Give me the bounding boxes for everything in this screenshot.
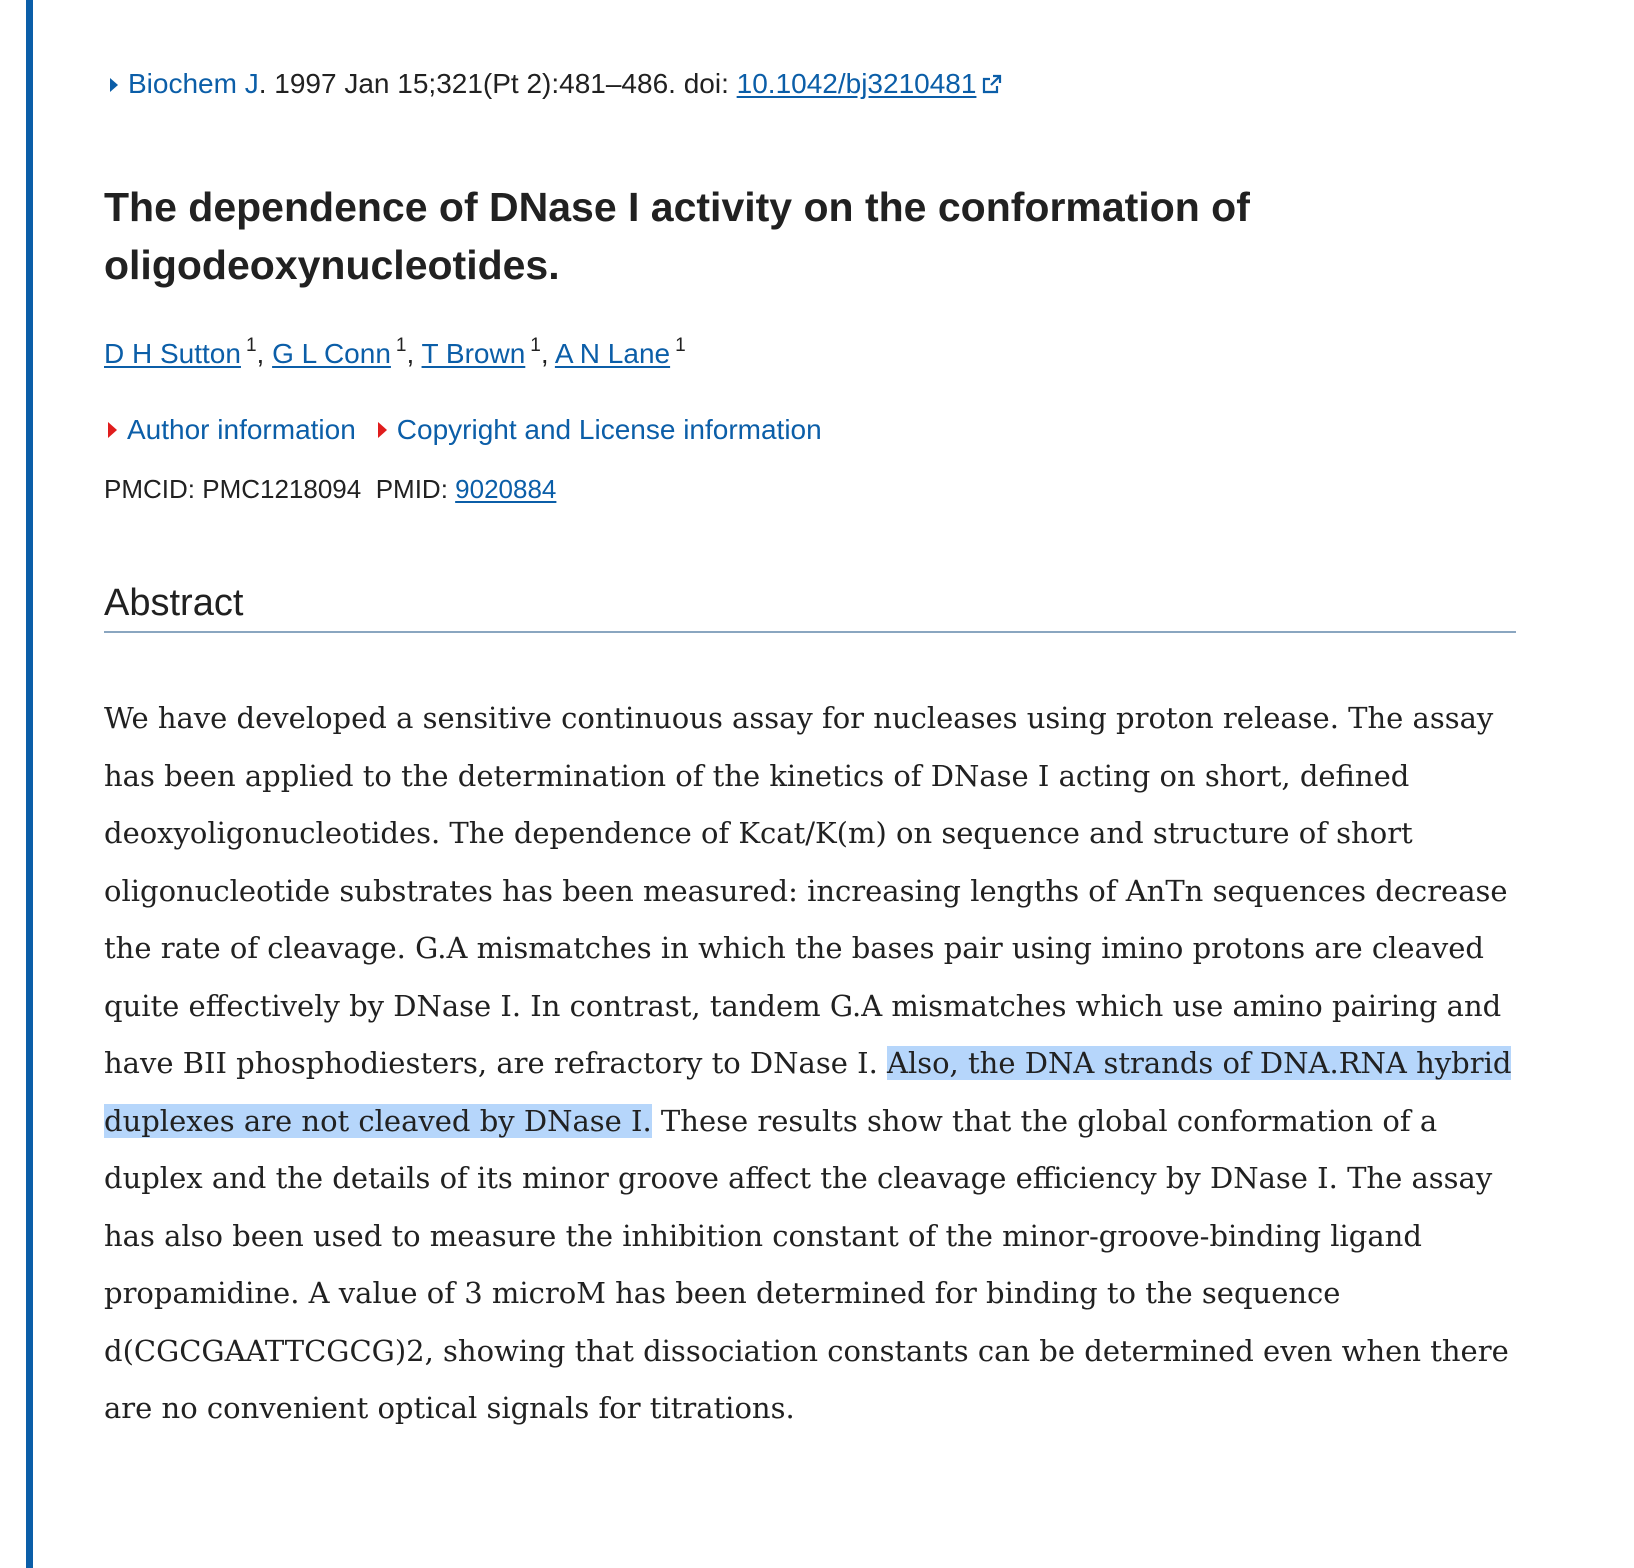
affiliation-marker[interactable]: 1 bbox=[245, 335, 257, 356]
article-title: The dependence of DNase I activity on the conformation of oligodeoxynucleotides. bbox=[104, 184, 1250, 288]
copyright-license-toggle[interactable] bbox=[374, 414, 822, 445]
expand-triangle-icon[interactable] bbox=[110, 78, 118, 92]
author-link[interactable]: D H Sutton bbox=[104, 338, 241, 369]
abstract-text-after: These results show that the global conformation of a duplex and the details of its minor groove affect the cleavage efficiency by DNase I. The assay has also been used to measure the inhibition constant of the minor-groove-binding ligand propamidine. A value of 3 microM has been determined for binding to the sequence d(CGCGAATTCGCG)2, showing that dissociation constants can be determined even when there are no convenient optical signals for titrations. bbox=[104, 1103, 1509, 1425]
affiliation-marker[interactable]: 1 bbox=[675, 335, 686, 356]
abstract-heading: Abstract bbox=[104, 582, 244, 624]
pmid-label: PMID: bbox=[375, 474, 448, 504]
author-information-toggle[interactable] bbox=[104, 414, 356, 445]
abstract-divider bbox=[104, 631, 1516, 633]
expand-triangle-icon bbox=[378, 422, 387, 438]
affiliation-marker[interactable]: 1 bbox=[395, 335, 407, 356]
journal-link[interactable]: Biochem J bbox=[128, 68, 259, 99]
left-accent-bar bbox=[26, 0, 33, 1568]
author-link[interactable]: A N Lane bbox=[554, 338, 671, 369]
citation-details: . 1997 Jan 15;321(Pt 2):481–486. doi: bbox=[258, 68, 737, 99]
copyright-license-label[interactable]: Copyright and License information bbox=[396, 414, 822, 445]
author-separator: , bbox=[256, 338, 273, 369]
affiliation-marker[interactable]: 1 bbox=[530, 335, 541, 356]
expand-triangle-icon bbox=[108, 422, 117, 438]
author-link[interactable]: G L Conn bbox=[272, 338, 391, 369]
author-information-label[interactable]: Author information bbox=[127, 414, 356, 445]
author-separator: , bbox=[406, 338, 422, 369]
pmid-link[interactable]: 9020884 bbox=[455, 474, 557, 504]
author-link[interactable]: T Brown bbox=[421, 338, 526, 369]
pmcid-label: PMCID: PMC1218094 bbox=[104, 474, 362, 504]
info-toggle-links bbox=[104, 410, 840, 450]
doi-link[interactable]: 10.1042/bj3210481 bbox=[736, 68, 977, 99]
external-link-icon[interactable] bbox=[982, 74, 1002, 94]
abstract-text bbox=[104, 690, 1524, 1438]
author-separator: , bbox=[540, 338, 555, 369]
article-identifiers bbox=[104, 470, 556, 508]
author-list bbox=[104, 326, 686, 374]
abstract-selected-text: Also, the DNA strands of DNA.RNA hybrid duplexes are not cleaved by DNase I. bbox=[104, 1046, 1512, 1138]
abstract-text-before: We have developed a sensitive continuous assay for nucleases using proton release. The assay has been applied to the determination of the kinetics of DNase I acting on short, defined deoxyoligonucleotides. The dependence of Kcat/K(m) on sequence and structure of short oligonucleotide substrates has been measured: increasing lengths of AnTn sequences decrease the rate of cleavage. G.A mismatches in which the bases pair using imino protons are cleaved quite effectively by DNase I. In contrast, tandem G.A mismatches which use amino pairing and have BII phosphodiesters, are refractory to DNase I. bbox=[104, 701, 1508, 1080]
citation-line bbox=[104, 64, 1002, 104]
